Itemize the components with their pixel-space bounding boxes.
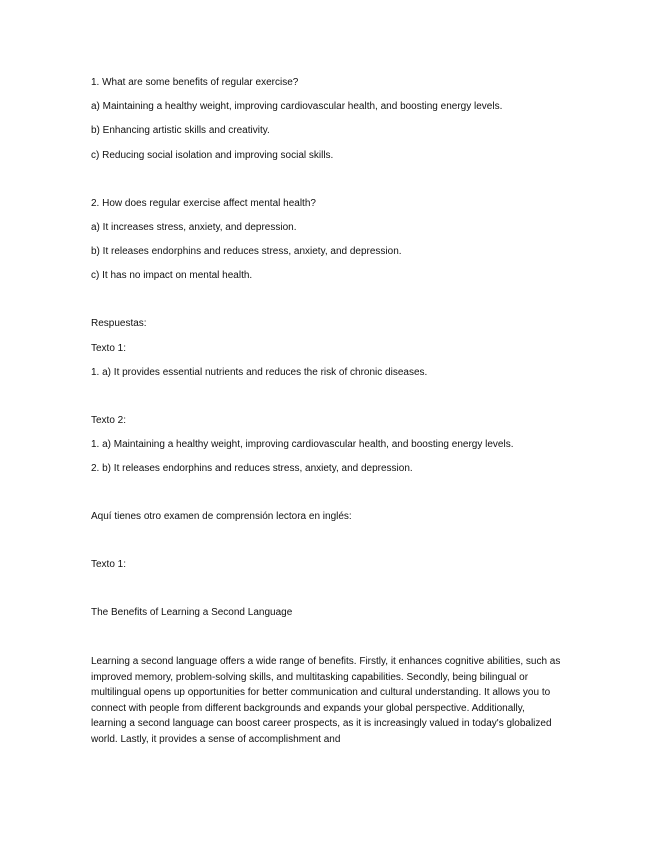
new-exam-title: The Benefits of Learning a Second Language xyxy=(91,607,293,618)
new-exam-texto-label: Texto 1: xyxy=(91,559,127,570)
question-2-option-b: b) It releases endorphins and reduces stress, anxiety, and depression. xyxy=(91,246,402,257)
answers-heading: Respuestas: xyxy=(91,318,147,329)
question-1-option-c: c) Reducing social isolation and improving social skills. xyxy=(91,150,334,161)
question-2-option-a: a) It increases stress, anxiety, and depression. xyxy=(91,222,297,233)
answers-texto-2-item: 1. a) Maintaining a healthy weight, improving cardiovascular health, and boosting energy levels. xyxy=(91,439,514,450)
new-exam-intro: Aquí tienes otro examen de comprensión lectora en inglés: xyxy=(91,511,352,522)
question-2: 2. How does regular exercise affect mental health? xyxy=(91,198,316,209)
question-1-option-a: a) Maintaining a healthy weight, improving cardiovascular health, and boosting energy levels. xyxy=(91,101,503,112)
question-1: 1. What are some benefits of regular exercise? xyxy=(91,77,299,88)
answers-texto-2-item: 2. b) It releases endorphins and reduces stress, anxiety, and depression. xyxy=(91,463,413,474)
question-1-option-b: b) Enhancing artistic skills and creativity. xyxy=(91,125,270,136)
question-2-option-c: c) It has no impact on mental health. xyxy=(91,270,253,281)
answers-texto-1-item: 1. a) It provides essential nutrients and reduces the risk of chronic diseases. xyxy=(91,367,428,378)
answers-texto-1-label: Texto 1: xyxy=(91,343,127,354)
new-exam-paragraph: Learning a second language offers a wide range of benefits. Firstly, it enhances cognitive abilities, such as improved memory, problem-solving skills, and multitasking capabilities. Secondly, being bilingual or multilingual opens up opportunities for better communication and cultural understanding. It allows you to connect with people from different backgrounds and expands your global perspective. Additionally, learning a second language can boost career prospects, as it is increasingly valued in today's globalized world. Lastly, it provides a sense of accomplishment and xyxy=(91,656,561,745)
answers-texto-2-label: Texto 2: xyxy=(91,415,127,426)
